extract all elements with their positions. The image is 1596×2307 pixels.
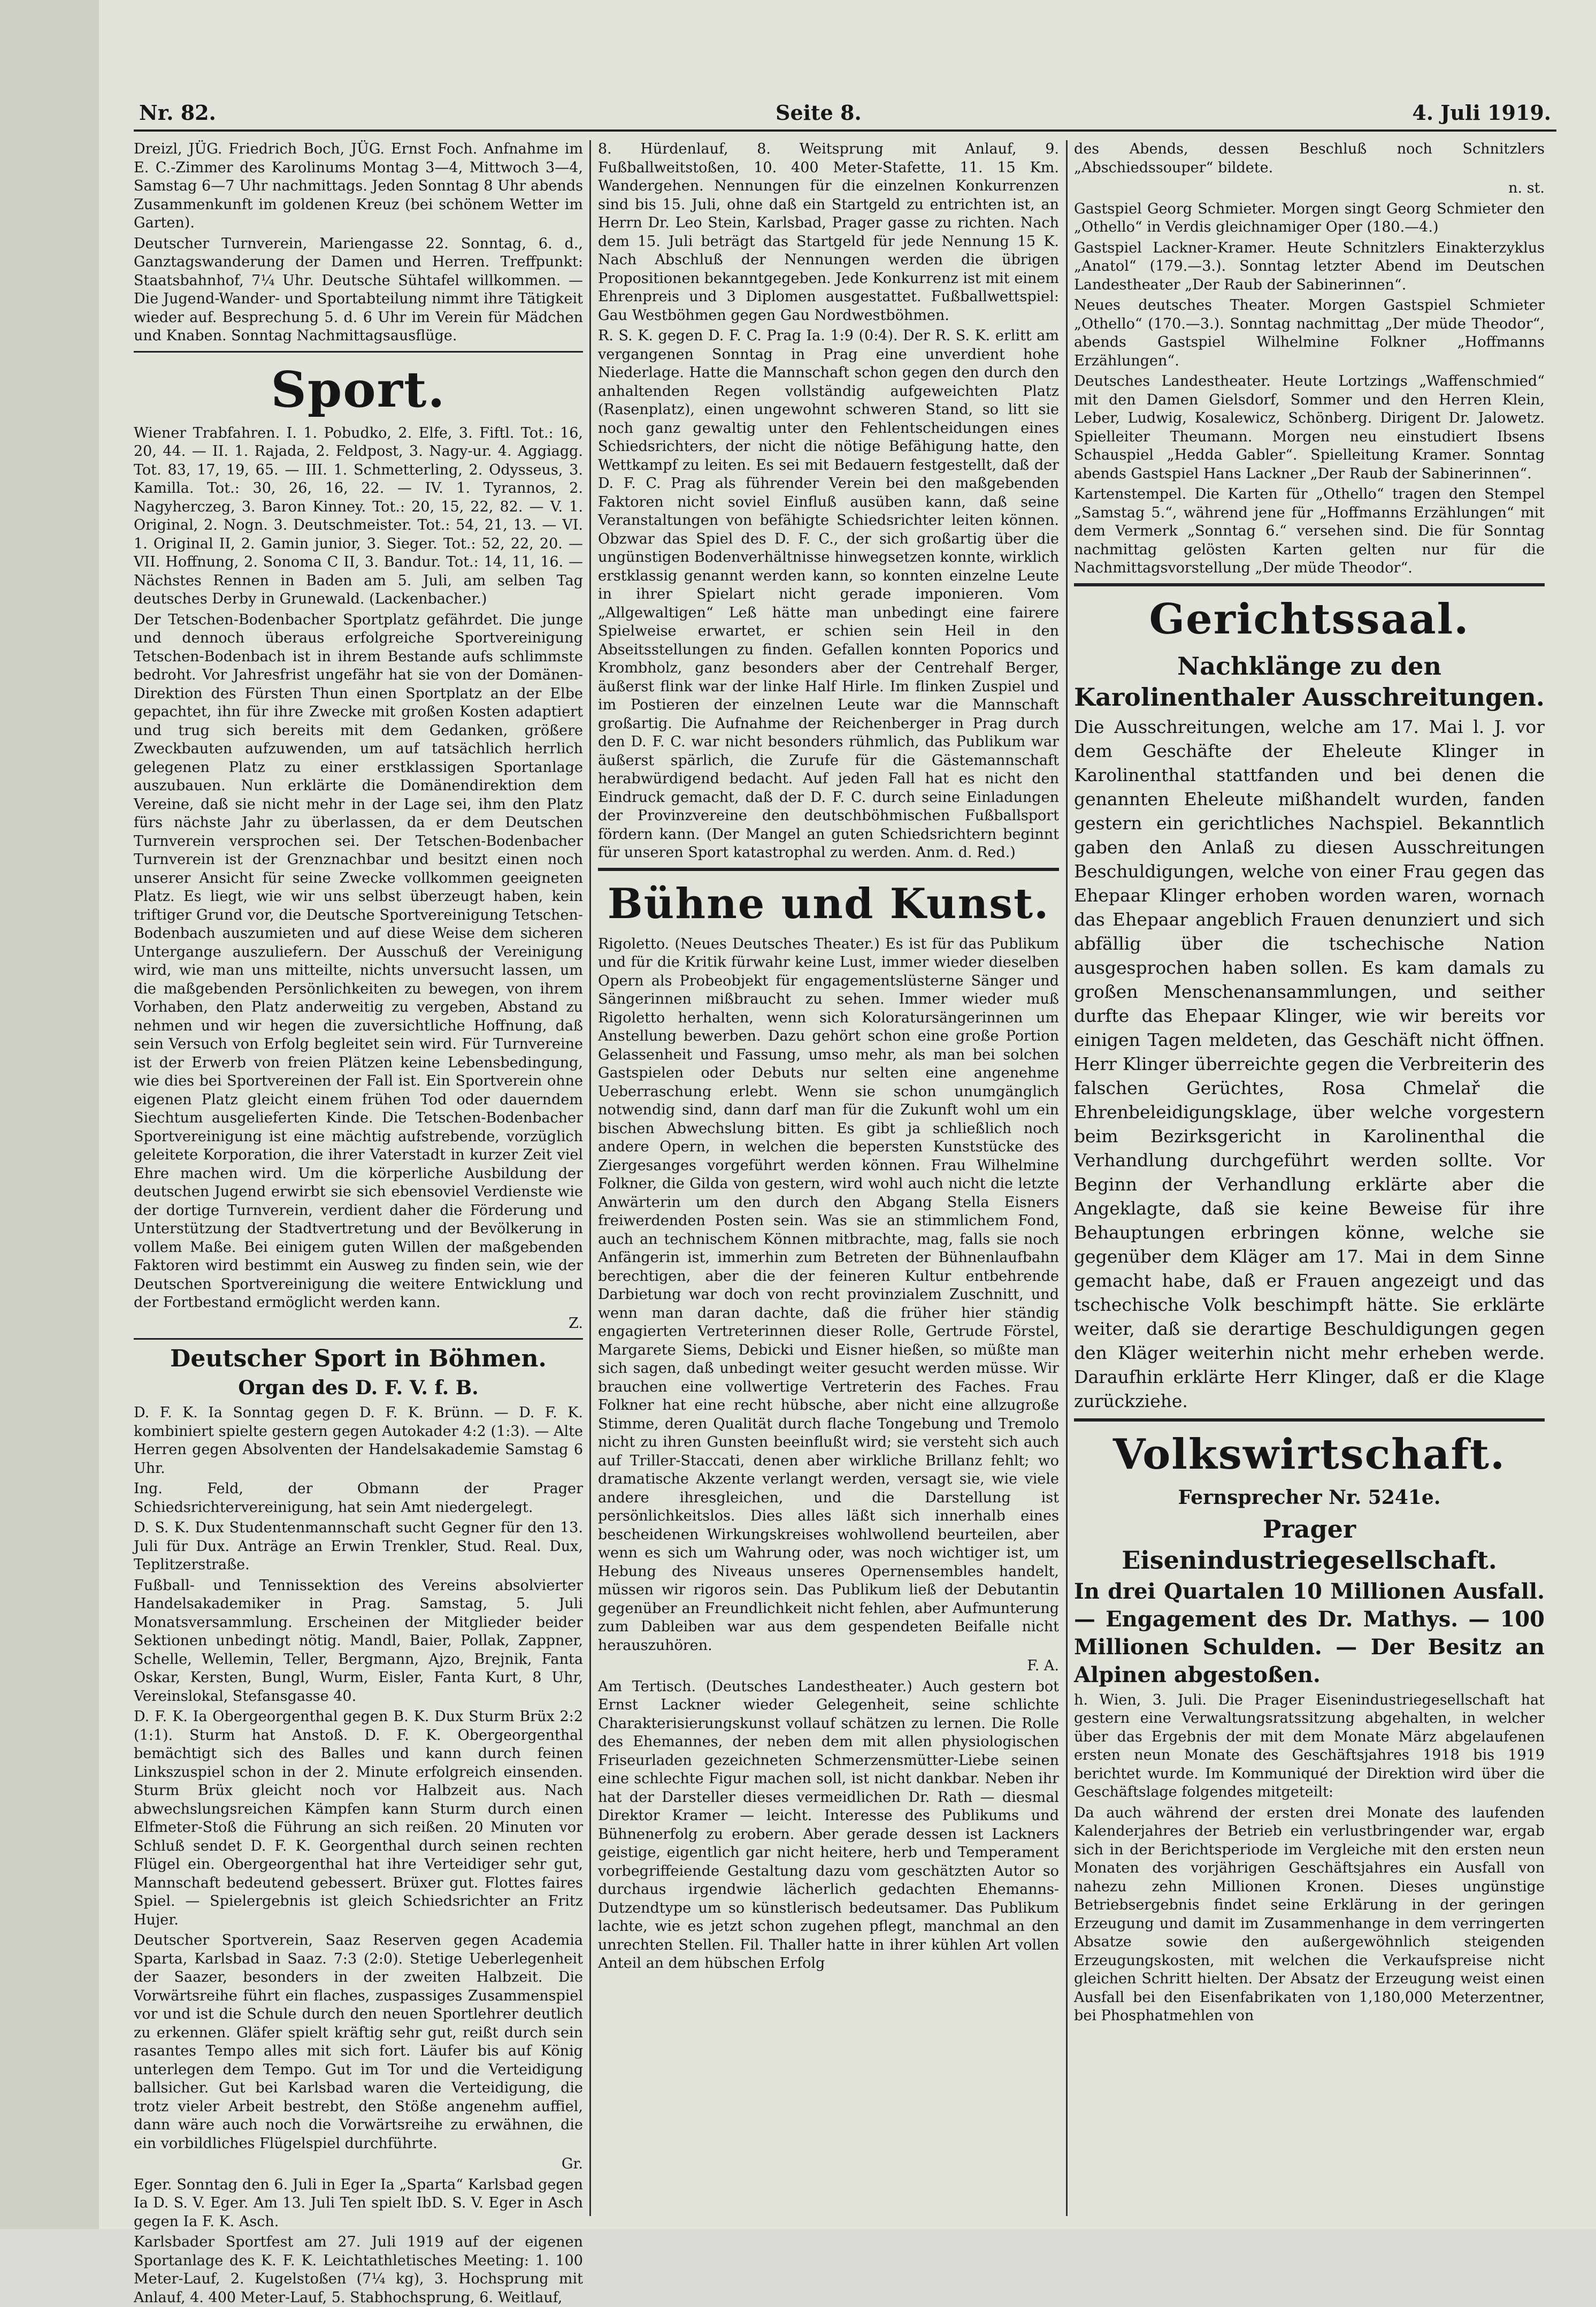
tertisch-review: Am Tertisch. (Deutsches Landestheater.) Auch gestern bot Ernst Lackner wieder Gelegenheit, seine schlichte Charakterisierungskunst vollauf schätzen zu lernen. Die Rolle des Ehemannes, der neben dem mit allen physiologischen Friseurladen gezeichneten Schmerzensmütter-Liebe seinen eine schlechte Figur machen soll, ist nicht dankbar. Neben ihr hat der Darsteller dieses vermeidlichen Dr. Rath — diesmal Direktor Kramer — leicht. Interesse des Publikums und Bühnenerfolg zu erobern. Aber gerade dessen ist Lackners geistige, eigentlich gar nicht heitere, herb und Temperament vorbegriffeiende Gestaltung dazu vom geschätzten Autor so durchaus irgendwie lächerlich gedachten Ehemanns-Dutzendtype um so künstlerisch bedeutsamer. Das Publikum lachte, wie es jetzt schon zugehen pflegt, manchmal an den unrechten Stellen. Fil. Thaller hatte in ihrer kühlen Art vollen Anteil an dem hübschen Erfolg	[598, 1678, 1059, 1972]
deutscher-sport-subtitle: Organ des D. F. V. f. B.	[238, 1377, 479, 1399]
prager-article-cont: Da auch während der ersten drei Monate des laufenden Kalenderjahres der Betrieb ein verlustbringender war, ergab sich in der Berichtsperiode im Vergleiche mit den ersten neun Monaten des vorjährigen Geschäftsjahres ein Ausfall von nahezu zehn Millionen Kronen. Dieses ungünstige Betriebsergebnis findet seine Erklärung in der geringen Erzeugung und damit im Zusammenhange in dem verringerten Absatze sowie den außergewöhnlich steigenden Erzeugungskosten, mit welchen die Verkaufspreise nicht gleichen Schritt hielten. Der Absatz der Erzeugung weist einen Ausfall bei den Eisenfabrikaten von 1,180,000 Meterzentner, bei Phosphatmehlen von	[1074, 1804, 1545, 2024]
issue-date: 4. Juli 1919.	[1412, 101, 1551, 125]
trab-results: Wiener Trabfahren. I. 1. Pobudko, 2. Elfe, 3. Fiftl. Tot.: 16, 20, 44. — II. 1. Rajada, 2. Feldpost, 3. Nagy-ur. 4. Aggiagg. Tot. 83, 17, 19, 65. — III. 1. Schmetterling, 2. Odysseus, 3. Kamilla. Tot.: 30, 26, 16, 22. — IV. 1. Tyrannos, 2. Nagyherczeg, 3. Baron Kinney. Tot.: 20, 15, 22, 82. — V. 1. Original, 2. Nogn. 3. Deutschmeister. Tot.: 54, 21, 13. — VI. 1. Original II, 2. Gamin junior, 3. Sieger. Tot.: 52, 22, 20. — VII. Hoffnung, 2. Sonoma C II, 3. Bandur. Tot.: 14, 11, 16. — Nächstes Rennen in Baden am 5. Juli, am selben Tag deutsches Derby in Grunewald. (Lackenbacher.)	[134, 424, 583, 607]
notice-paragraph: Dreizl, JÜG. Friedrich Boch, JÜG. Ernst Foch. Anfnahme im E. C.-Zimmer des Karolinums Montag 3—4, Mittwoch 3—4, Samstag 6—7 Uhr nachmittags. Jeden Sonntag 8 Uhr abends Zusammenkunft im goldenen Kreuz (bei schönem Wetter im Garten).	[134, 141, 583, 231]
divider	[1074, 583, 1545, 586]
article-signature: Gr.	[561, 2156, 583, 2172]
page-header	[134, 97, 1556, 132]
sport-item: D. F. K. Ia Sonntag gegen D. F. K. Brünn. — D. F. K. kombiniert spielte gestern gegen Autokader 4:2 (1:3). — Alte Herren gegen Absolventen der Handelsakademie Samstag 6 Uhr.	[134, 1404, 583, 1477]
buehne-section-title: Bühne und Kunst.	[607, 879, 1050, 928]
scan-margin	[0, 0, 99, 2229]
fernsprecher-line: Fernsprecher Nr. 5241e.	[1178, 1486, 1441, 1509]
quartale-headline: In drei Quartalen 10 Millionen Ausfall. — Engagement des Dr. Mathys. — 100 Millionen Schulden. — Der Besitz an Alpinen abgestoßen.	[1074, 1578, 1545, 1687]
article-signature: F. A.	[1027, 1657, 1059, 1674]
theater-notice: Deutsches Landestheater. Heute Lortzings „Waffenschmied“ mit den Damen Gielsdorf, Sommer und den Herren Klein, Leber, Ludwig, Kosalewicz, Schönberg. Dirigent Dr. Jalowetz. Spielleiter Theumann. Morgen neu einstudiert Ibsens Schauspiel „Hedda Gabler“. Spielleitung Kramer. Sonntag abends Gastspiel Hans Lackner „Der Raub der Sabinerinnen“.	[1074, 373, 1545, 482]
sport-item: Eger. Sonntag den 6. Juli in Eger Ia „Sparta“ Karlsbad gegen Ia D. S. V. Eger. Am 13. Juli Ten spielt IbD. S. V. Eger in Asch gegen Ia F. K. Asch.	[134, 2176, 583, 2230]
prager-article: h. Wien, 3. Juli. Die Prager Eisenindustriegesellschaft hat gestern eine Verwaltungsratssitzung abgehalten, in welcher über das Ergebnis der mit dem Monate März abgelaufenen ersten neun Monate des Geschäftsjahres 1918 bis 1919 berichtet wurde. Im Kommuniqué der Direktion wird über die Geschäftslage folgendes mitgeteilt:	[1074, 1691, 1545, 1800]
theater-notice: Gastspiel Lackner-Kramer. Heute Schnitzlers Einakterzyklus „Anatol“ (179.—3.). Sonntag letzter Abend im Deutschen Landestheater „Der Raub der Sabinerinnen“.	[1074, 239, 1545, 293]
divider	[598, 868, 1059, 871]
sport-continuation: 8. Hürdenlauf, 8. Weitsprung mit Anlauf, 9. Fußballweitstoßen, 10. 400 Meter-Stafette, 11. 15 Km. Wandergehen. Nennungen für die einzelnen Konkurrenzen sind bis 15. Juli, ohne daß ein Startgeld zu entrichten ist, an Herrn Dr. Leo Stein, Karlsbad, Prager gasse zu richten. Nach dem 15. Juli beträgt das Startgeld für jede Nennung 15 K. Nach Abschluß der Nennungen werden die übrigen Propositionen bekanntgegeben. Jede Konkurrenz ist mit einem Ehrenpreis und 3 Diplomen ausgestattet. Fußballwettspiel: Gau Westböhmen gegen Gau Nordwestböhmen.	[598, 141, 1059, 324]
column-3	[1074, 140, 1545, 2216]
column-1	[134, 140, 583, 2306]
sport-item: Fußball- und Tennissektion des Vereins absolvierter Handelsakademiker in Prag. Samstag, 5. Juli Monatsversammlung. Erscheinen der Mitglieder beider Sektionen unbedingt nötig. Mandl, Baier, Pollak, Zappner, Schelle, Wellemin, Teller, Bergmann, Ajzo, Brejnik, Fanta Oskar, Kersten, Bungl, Wurm, Eisler, Fanta Kurt, 8 Uhr, Vereinslokal, Stefansgasse 40.	[134, 1577, 583, 1705]
sport-section-title: Sport.	[271, 360, 446, 418]
issue-number: Nr. 82.	[139, 101, 216, 125]
rigoletto-review: Rigoletto. (Neues Deutsches Theater.) Es ist für das Publikum und für die Kritik fürwahr keine Lust, immer wieder dieselben Opern als Probeobjekt für engagementslüsterne Sänger und Sängerinnen mißbraucht zu sehen. Immer wieder muß Rigoletto herhalten, wenn sich Koloratursängerinnen um Anstellung bewerben. Dazu gehört schon eine große Portion Gelassenheit und Fassung, umso mehr, als man bei solchen Gastspielen oder Debuts nur selten eine angenehme Ueberraschung erlebt. Wenn sie schon unumgänglich notwendig sind, dann darf man für die Zukunft wohl um ein bischen Abwechslung bitten. Es gibt ja schließlich noch andere Opern, in welchen die bepersten Kunststücke des Ziergesanges vorgeführt werden können. Frau Wilhelmine Folkner, die Gilda von gestern, wird wohl auch nicht die letzte Anwärterin um den durch den Abgang Stella Eisners freiwerdenden Posten sein. Was sie an stimmlichem Fond, auch an technischem Können mitbrachte, mag, falls sie noch Anfängerin ist, immerhin zum Betreten der Bühnenlaufbahn berechtigen, aber die der feineren Kultur entbehrende Darbietung war doch von recht provinzialem Zuschnitt, und wenn man daran dachte, daß die früher hier ständig engagierten Vertreterinnen dieser Rolle, Gertrude Förstel, Margarete Siems, Debicki und Eisner hießen, so müßte man sich sagen, daß unbedingt weiter gesucht werden müsse. Wir brauchen eine vollwertige Vertreterin des Faches. Frau Folkner hat eine recht hübsche, aber nicht eine allzugroße Stimme, deren Qualität durch flache Tongebung und Tremolo nicht zu ihren Gunsten beeinflußt wird; sie versteht sich auch auf Triller-Staccati, denen aber wirkliche Brillanz fehlt; wo dramatische Akzente verlangt werden, versagt sie, wie viele andere ihresgleichen, und die Darstellung ist persönlichkeitslos. Dies alles läßt sich innerhalb eines bescheidenen Wirkungskreises wohlwollend beurteilen, aber wenn es sich um Wahrung oder, was noch wichtiger ist, um Hebung des Niveaus unseres Opernensembles handelt, müssen wir rigoros sein. Das Publikum ließ der Debutantin gegenüber an Freundlichkeit nicht fehlen, aber Aufmunterung zum Dableiben war aus dem gespendeten Beifalle nicht herauszuhören.	[598, 935, 1059, 1654]
sport-item: Karlsbader Sportfest am 27. Juli 1919 auf der eigenen Sportanlage des K. F. K. Leichtathletisches Meeting: 1. 100 Meter-Lauf, 2. Kugelstoßen (7¼ kg), 3. Hochsprung mit Anlauf, 4. 400 Meter-Lauf, 5. Stabhochsprung, 6. Weitlauf,	[134, 2234, 583, 2306]
sport-item: D. S. K. Dux Studentenmannschaft sucht Gegner für den 13. Juli für Dux. Anträge an Erwin Trenkler, Stud. Real. Dux, Teplitzerstraße.	[134, 1519, 583, 1573]
sport-item: D. F. K. Ia Obergeorgenthal gegen B. K. Dux Sturm Brüx 2:2 (1:1). Sturm hat Anstoß. D. F. K. Obergeorgenthal bemächtigt sich des Balles und kann durch feinen Linkszuspiel schon in der 2. Minute erfolgreich einsenden. Sturm Brüx gleicht noch vor Halbzeit aus. Nach abwechslungsreichen Kämpfen kann Sturm durch einen Elfmeter-Stoß die Führung an sich reißen. 20 Minuten vor Schluß sendet D. F. K. Georgenthal durch seinen rechten Flügel ein. Obergeorgenthal hat ihre Verteidiger sehr gut, Mannschaft bedeutend gebessert. Brüxer gut. Flottes faires Spiel. — Spielergebnis ist gleich Schiedsrichter an Fritz Hujer.	[134, 1708, 583, 1928]
column-2	[598, 140, 1059, 2216]
sport-item: Deutscher Sportverein, Saaz Reserven gegen Academia Sparta, Karlsbad in Saaz. 7:3 (2:0). Stetige Ueberlegenheit der Saazer, besonders in der zweiten Halbzeit. Die Vorwärtsreihe führt ein flaches, zuspassiges Zusammenspiel vor und ist die Schule durch den neuen Sportlehrer deutlich zu erkennen. Gläfer spielt kräftig sehr gut, reißt durch sein rasantes Tempo alles mit sich fort. Läufer bis auf König unterlegen dem Tempo. Gut im Tor und die Verteidigung ballsicher. Gut bei Karlsbad waren die Verteidigung, die trotz vieler Arbeit bestrebt, den Stöße angenehm auffiel, dann wäre auch noch die Vorwärtsreihe zu erwähnen, die ein vorbildliches Flügelspiel durchführte.	[134, 1932, 583, 2152]
article-signature: Z.	[569, 1315, 583, 1332]
gericht-article: Die Ausschreitungen, welche am 17. Mai l. J. vor dem Geschäfte der Eheleute Klinger in Karolinenthal stattfanden und bei denen die genannten Eheleute mißhandelt wurden, fanden gestern ein gerichtliches Nachspiel. Bekanntlich gaben den Anlaß zu diesen Ausschreitungen Beschuldigungen, welche von einer Frau gegen das Ehepaar Klinger erhoben worden waren, wornach das Ehepaar angeblich Frauen denunziert und sich abfällig über die tschechische Nation ausgesprochen haben sollen. Es kam damals zu großen Menschenansammlungen, und seither durfte das Ehepaar Klinger, wie wir bereits vor einigen Tagen meldeten, das Geschäft nicht öffnen. Herr Klinger überreichte gegen die Verbreiterin des falschen Gerüchtes, Rosa Chmelař die Ehrenbeleidigungsklage, über welche vorgestern beim Bezirksgericht in Karolinenthal die Verhandlung durchgeführt werden sollte. Vor Beginn der Verhandlung erklärte aber die Angeklagte, daß sie keine Beweise für ihre Behauptungen erbringen könne, welche sie gegenüber dem Kläger am 17. Mai in dem Sinne gemacht habe, daß er Frauen angezeigt und das tschechische Volk beschimpft hätte. Sie erklärte weiter, daß sie derartige Beschuldigungen gegen den Kläger weiterhin nicht mehr erheben werde. Daraufhin erklärte Herr Klinger, daß er die Klage zurückziehe.	[1074, 716, 1545, 1411]
dfc-match-report: R. S. K. gegen D. F. C. Prag Ia. 1:9 (0:4). Der R. S. K. erlitt am vergangenen Sonntag in Prag eine unverdient hohe Niederlage. Hatte die Mannschaft schon gegen den durch den anhaltenden Regen vollständig aufgeweichten Platz (Rasenplatz), einen ungewohnt schweren Stand, so litt sie noch ganz gewaltig unter den Fehlentscheidungen eines Schiedsrichters, der nicht die nötige Befähigung hatte, den Wettkampf zu leiten. Es sei mit Bedauern festgestellt, daß der D. F. C. Prag als führender Verein bei den maßgebenden Faktoren nicht soviel Einfluß ausüben kann, daß seine Veranstaltungen von befähigte Schiedsrichter leiten können. Obzwar das Spiel des D. F. C., der sich großartig über die ungünstigen Bodenverhältnisse hinwegsetzen konnte, wirklich erstklassig genannt werden kann, so konnten einzelne Leute in ihrer Spielart nicht gerade imponieren. Vom „Allgewaltigen“ Leß hätte man unbedingt eine fairere Spielweise erwartet, er schien sein Heil in den Abseitsstellungen zu finden. Gefallen konnten Poporics und Krombholz, ganz besonders aber der Centrehalf Berger, äußerst flink war der linke Half Hirle. Im flinken Zuspiel und im Postieren der einzelnen Leute war die Mannschaft großartig. Die Aufnahme der Reichenberger in Prag durch den D. F. C. war nicht besonders rühmlich, das Publikum war äußerst spärlich, die Zurufe für die Gästemannschaft herabwürdigend bedacht. Auf jeden Fall hat es nicht den Eindruck gemacht, daß der D. F. C. durch seine Einladungen der Provinzvereine den deutschböhmischen Fußballsport fördern kann. (Der Mangel an guten Schiedsrichtern beginnt für unseren Sport katastrophal zu werden. Anm. d. Red.)	[598, 327, 1059, 861]
page-number: Seite 8.	[776, 101, 862, 125]
prager-headline: Prager Eisenindustriegesellschaft.	[1122, 1514, 1497, 1575]
divider	[1074, 1418, 1545, 1422]
gerichtssaal-section-title: Gerichtssaal.	[1149, 594, 1470, 644]
article-signature: n. st.	[1508, 180, 1545, 196]
theater-notice: Neues deutsches Theater. Morgen Gastspiel Schmieter „Othello“ (170.—3.). Sonntag nachmittag „Der müde Theodor“, abends Gastspiel Wilhelmine Folkner „Hoffmanns Erzählungen“.	[1074, 297, 1545, 369]
column-rule	[589, 140, 591, 2216]
divider	[134, 351, 583, 353]
sport-item: Ing. Feld, der Obmann der Prager Schiedsrichtervereinigung, hat sein Amt niedergelegt.	[134, 1480, 583, 1516]
column-rule	[1066, 140, 1068, 2216]
tetschen-article: Der Tetschen-Bodenbacher Sportplatz gefährdet. Die junge und dennoch überaus erfolgreiche Sportvereinigung Tetschen-Bodenbach ist in ihrem Bestande aufs schlimmste bedroht. Vor Jahresfrist ungefähr hat sie von der Domänen-Direktion des Fürsten Thun einen Sportplatz an der Elbe gepachtet, ihn für ihre Zwecke mit großen Kosten adaptiert und trug sich bereits mit dem Gedanken, größere Zweckbauten aufzuwenden, um auf tatsächlich herrlich gelegenen Platz zu einer erstklassigen Sportanlage auszubauen. Nun erklärte die Domänendirektion dem Vereine, daß sie nicht mehr in der Lage sei, ihm den Platz fürs nächste Jahr zu überlassen, da er dem Deutschen Turnverein versprochen sei. Der Tetschen-Bodenbacher Turnverein ist der Grenznachbar und besitzt einen noch unserer Ansicht für seine Zwecke vollkommen geeigneten Platz. Es liegt, wie wir uns selbst überzeugt haben, kein triftiger Grund vor, die Deutsche Sportvereinigung Tetschen-Bodenbach auszumieten und auf diese Weise dem sicheren Untergange auszuliefern. Der Ausschuß der Vereinigung wird, wie man uns mitteilte, nichts unversucht lassen, um die maßgebenden Persönlichkeiten zu bewegen, von ihrem Vorhaben, den Platz anderweitig zu vergeben, Abstand zu nehmen und wir hegen die zuversichtliche Hoffnung, daß sein Versuch von Erfolg begleitet sein wird. Für Turnvereine ist der Erwerb von freien Plätzen keine Lebensbedingung, wie dies bei Sportvereinen der Fall ist. Ein Sportverein ohne eigenen Platz gleicht einem frühen Tod oder dauerndem Siechtum ausgelieferten Kinde. Die Tetschen-Bodenbacher Sportvereinigung ist eine mächtig aufstrebende, vorzüglich geleitete Korporation, die ihrer Vaterstadt in kurzer Zeit viel Ehre machen wird. Um die körperliche Ausbildung der deutschen Jugend erwirbt sie sich ebensoviel Verdienste wie der dortige Turnverein, verdient daher die Förderung und Unterstützung der Stadtvertretung und der Bevölkerung in vollem Maße. Bei einigem guten Willen der maßgebenden Faktoren wird bestimmt ein Ausweg zu finden sein, wie der Deutschen Sportvereinigung die weitere Entwicklung und der Fortbestand ermöglicht werden kann.	[134, 611, 583, 1311]
volkswirtschaft-section-title: Volkswirtschaft.	[1112, 1430, 1506, 1479]
turnverein-paragraph: Deutscher Turnverein, Mariengasse 22. Sonntag, 6. d., Ganztagswanderung der Damen und Herren. Treffpunkt: Staatsbahnhof, 7¼ Uhr. Deutsche Sühtafel willkommen. — Die Jugend-Wander- und Sportabteilung nimmt ihre Tätigkeit wieder auf. Besprechung 5. d. 6 Uhr im Verein für Mädchen und Knaben. Sonntag Nachmittagsausflüge.	[134, 235, 583, 344]
theater-notice: Kartenstempel. Die Karten für „Othello“ tragen den Stempel „Samstag 5.“, während jene für „Hoffmanns Erzählungen“ mit dem Vermerk „Sonntag 6.“ versehen sind. Die für Sonntag nachmittag gelösten Karten gelten nur für die Nachmittagsvorstellung „Der müde Theodor“.	[1074, 486, 1545, 576]
gericht-headline: Nachklänge zu den Karolinenthaler Ausschreitungen.	[1074, 651, 1545, 712]
theater-notice: Gastspiel Georg Schmieter. Morgen singt Georg Schmieter den „Othello“ in Verdis gleichnamiger Oper (180.—4.)	[1074, 200, 1545, 235]
theater-continuation: des Abends, dessen Beschluß noch Schnitzlers „Abschiedssouper“ bildete.	[1074, 141, 1545, 176]
divider	[134, 1338, 583, 1340]
deutscher-sport-title: Deutscher Sport in Böhmen.	[170, 1345, 547, 1372]
